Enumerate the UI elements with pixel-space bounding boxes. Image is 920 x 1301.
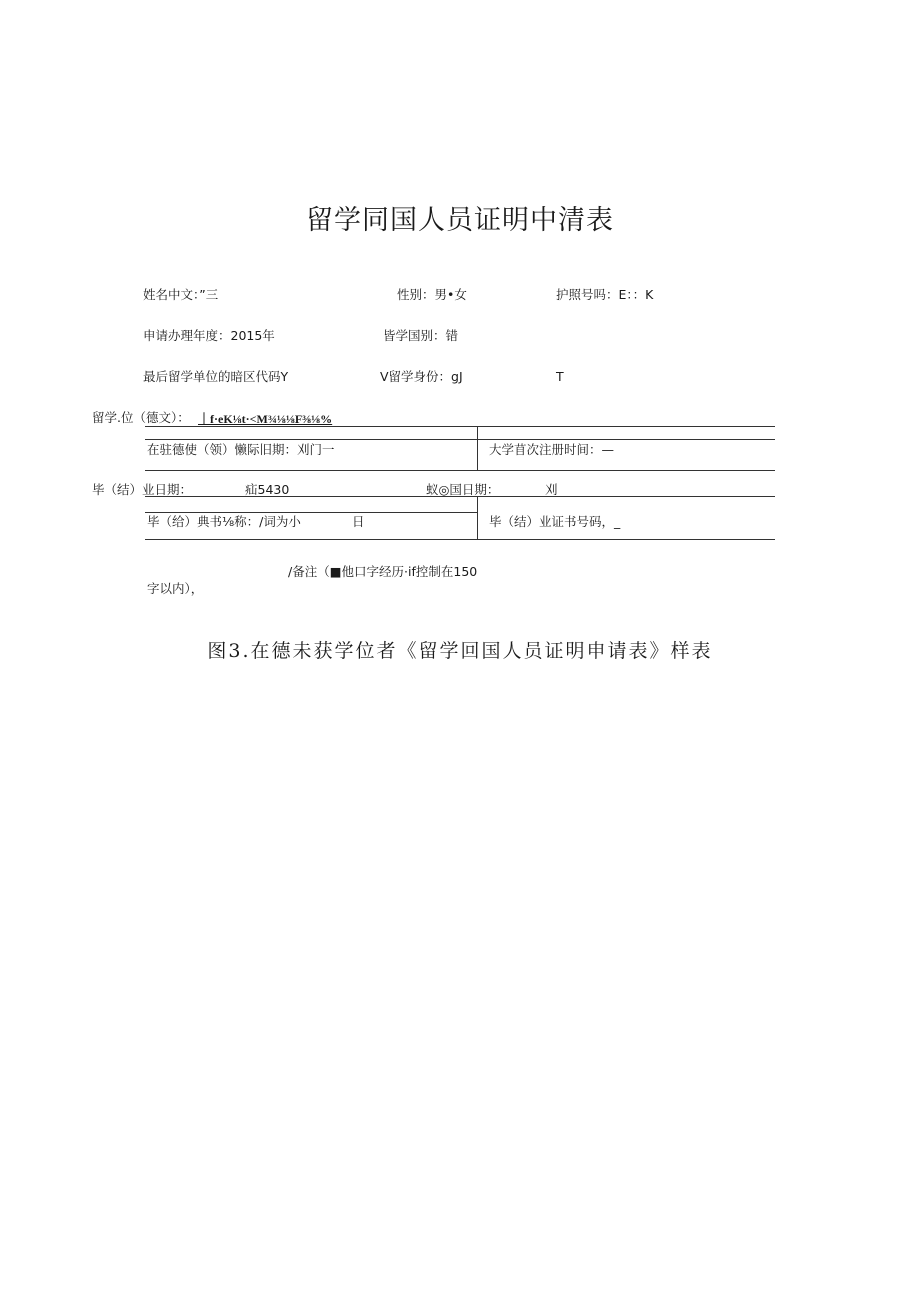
- table-line-1: [145, 426, 775, 427]
- unit-de-label: 留学.位（德文）：: [92, 410, 190, 425]
- name-cn-field: 姓名中文：”三: [143, 287, 219, 302]
- return-date-value: 刈: [545, 482, 558, 497]
- country-field: 皆学国别：错: [383, 328, 459, 343]
- table-line-5: [145, 512, 477, 513]
- year-field: 申请办理年度：2015年: [143, 328, 275, 343]
- table-line-6: [145, 539, 775, 540]
- grad-date-value: 疝5430: [245, 482, 290, 497]
- remarks-field: /备注（■他口字经历·if控制在150: [288, 564, 478, 579]
- embassy-date-field: 在驻德使（领）懒际旧期：刈门一: [147, 442, 335, 457]
- figure-caption: 图3.在德未获学位者《留学回国人员证明申请表》样表: [207, 640, 713, 662]
- grad-date-label: 毕（结）业日期：: [92, 482, 193, 497]
- passport-field: 护照号吗：E：：K: [556, 287, 654, 302]
- gender-field: 性别：男•女: [397, 287, 467, 302]
- certificate-number-field: 毕（结）业证书号码，_: [489, 514, 621, 529]
- t-mark: T: [556, 369, 564, 384]
- unit-de-value: ｜f·eK⅛t·<M¾⅛⅛F⅜⅛%: [198, 412, 333, 426]
- return-date-label: 蚁◎国日期：: [426, 482, 500, 497]
- identity-field: V留学身份：gJ: [380, 369, 463, 384]
- table-line-3: [145, 470, 775, 471]
- last-unit-code-field: 最后留学单位的暗区代码Y: [143, 369, 289, 384]
- diploma-name-field: 毕（给）典书⅛称：/词为小: [147, 514, 301, 529]
- table-divider-1: [477, 426, 478, 470]
- form-title: 留学同国人员证明中清表: [306, 205, 614, 236]
- first-registration-field: 大学苜次注册时间：—: [489, 442, 615, 457]
- table-line-2: [145, 439, 775, 440]
- remarks-continuation: 字以内），: [147, 581, 204, 596]
- day-mark: 日: [352, 514, 365, 529]
- table-divider-2: [477, 496, 478, 539]
